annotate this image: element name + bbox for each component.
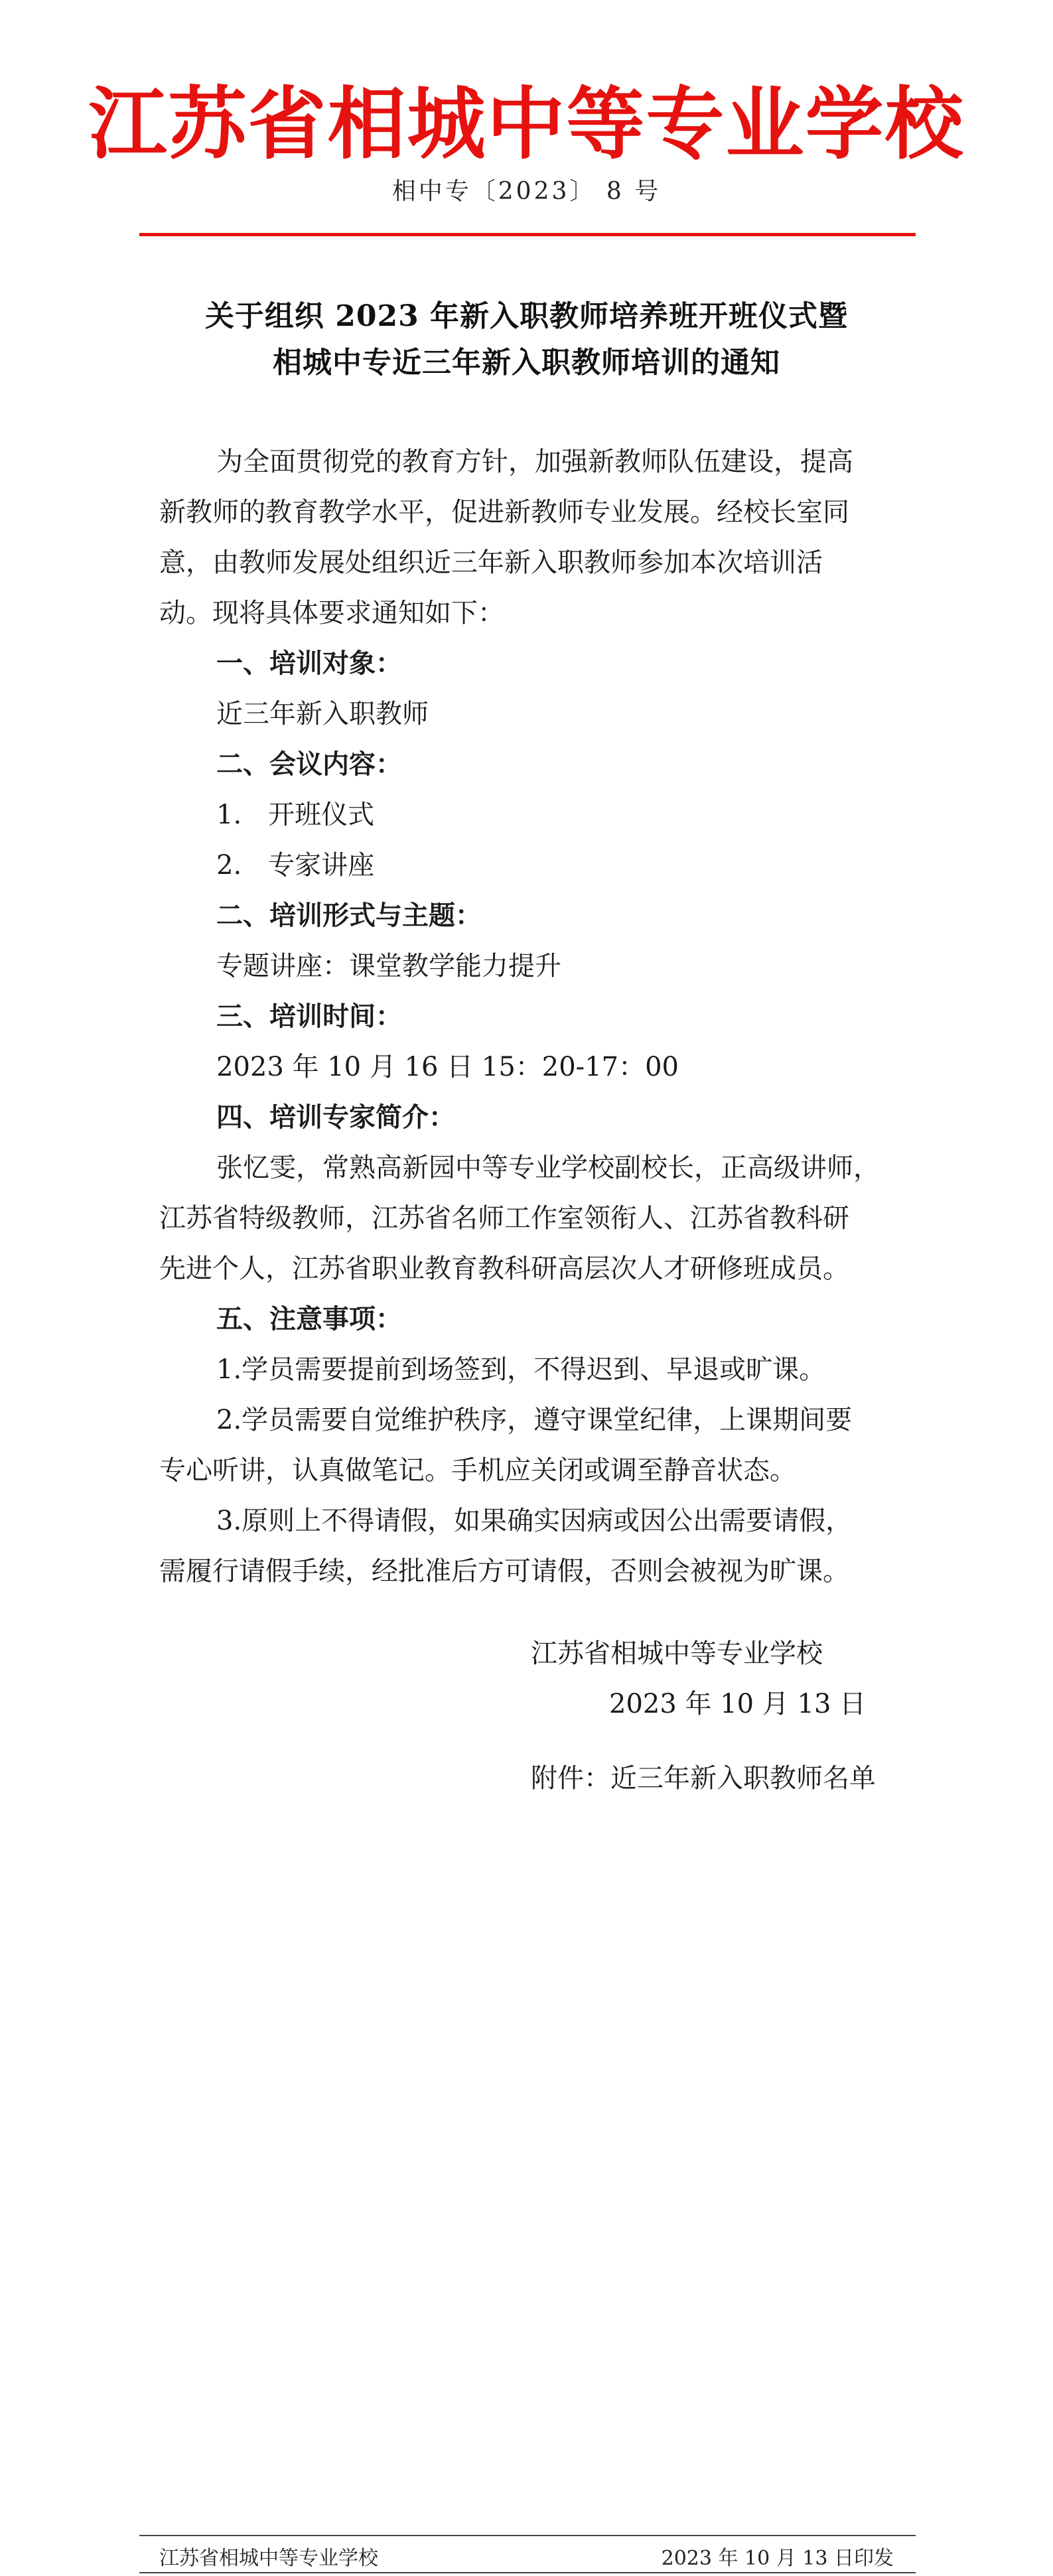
expert-line-3: 先进个人，江苏省职业教育教科研高层次人才研修班成员。 bbox=[159, 1253, 849, 1284]
signature-organization: 江苏省相城中等专业学校 bbox=[531, 1638, 823, 1669]
section-heading-time: 三、培训时间： bbox=[216, 1001, 402, 1032]
attachment-note: 附件：近三年新入职教师名单 bbox=[531, 1763, 876, 1794]
section-content-format: 专题讲座：课堂教学能力提升 bbox=[216, 951, 561, 981]
section-heading-content: 二、会议内容： bbox=[216, 749, 402, 780]
footer-issue-date: 2023 年 10 月 13 日印发 bbox=[661, 2547, 894, 2570]
footer-bottom-rule bbox=[139, 2572, 916, 2573]
list-item: 1. 开班仪式 bbox=[216, 800, 375, 830]
intro-line-2: 新教师的教育教学水平，促进新教师专业发展。经校长室同 bbox=[159, 497, 849, 528]
document-number: 相中专〔2023〕 8 号 bbox=[391, 178, 662, 205]
note-line-3: 专心听讲，认真做笔记。手机应关闭或调至静音状态。 bbox=[159, 1455, 796, 1486]
red-divider bbox=[139, 233, 916, 236]
expert-line-2: 江苏省特级教师，江苏省名师工作室领衔人、江苏省教科研 bbox=[159, 1203, 849, 1234]
section-heading-target: 一、培训对象： bbox=[216, 648, 402, 679]
school-name-header: 江苏省相城中等专业学校 bbox=[88, 78, 965, 170]
note-line-4: 3.原则上不得请假，如果确实因病或因公出需要请假， bbox=[216, 1506, 853, 1536]
section-heading-expert: 四、培训专家简介： bbox=[216, 1102, 455, 1133]
note-line-1: 1.学员需要提前到场签到，不得迟到、早退或旷课。 bbox=[216, 1354, 826, 1385]
intro-line-1: 为全面贯彻党的教育方针，加强新教师队伍建设，提高 bbox=[216, 447, 853, 477]
note-line-2: 2.学员需要自觉维护秩序，遵守课堂纪律，上课期间要 bbox=[216, 1405, 853, 1435]
note-line-5: 需履行请假手续，经批准后方可请假，否则会被视为旷课。 bbox=[159, 1556, 849, 1587]
notice-title-line-1: 关于组织 2023 年新入职教师培养班开班仪式暨 bbox=[204, 299, 849, 333]
list-item: 2. 专家讲座 bbox=[216, 850, 375, 881]
section-heading-notes: 五、注意事项： bbox=[216, 1303, 402, 1334]
notice-title-line-2: 相城中专近三年新入职教师培训的通知 bbox=[273, 346, 780, 380]
footer-top-rule bbox=[139, 2535, 916, 2536]
signature-date: 2023 年 10 月 13 日 bbox=[609, 1689, 867, 1719]
intro-line-4: 动。现将具体要求通知如下： bbox=[159, 598, 504, 628]
expert-line-1: 张忆雯，常熟高新园中等专业学校副校长，正高级讲师， bbox=[216, 1153, 880, 1183]
footer-issuer: 江苏省相城中等专业学校 bbox=[159, 2547, 378, 2570]
section-content-target: 近三年新入职教师 bbox=[216, 699, 429, 729]
section-content-time: 2023 年 10 月 16 日 15：20-17：00 bbox=[216, 1052, 679, 1082]
intro-line-3: 意，由教师发展处组织近三年新入职教师参加本次培训活 bbox=[159, 547, 823, 578]
section-heading-format: 二、培训形式与主题： bbox=[216, 900, 482, 931]
